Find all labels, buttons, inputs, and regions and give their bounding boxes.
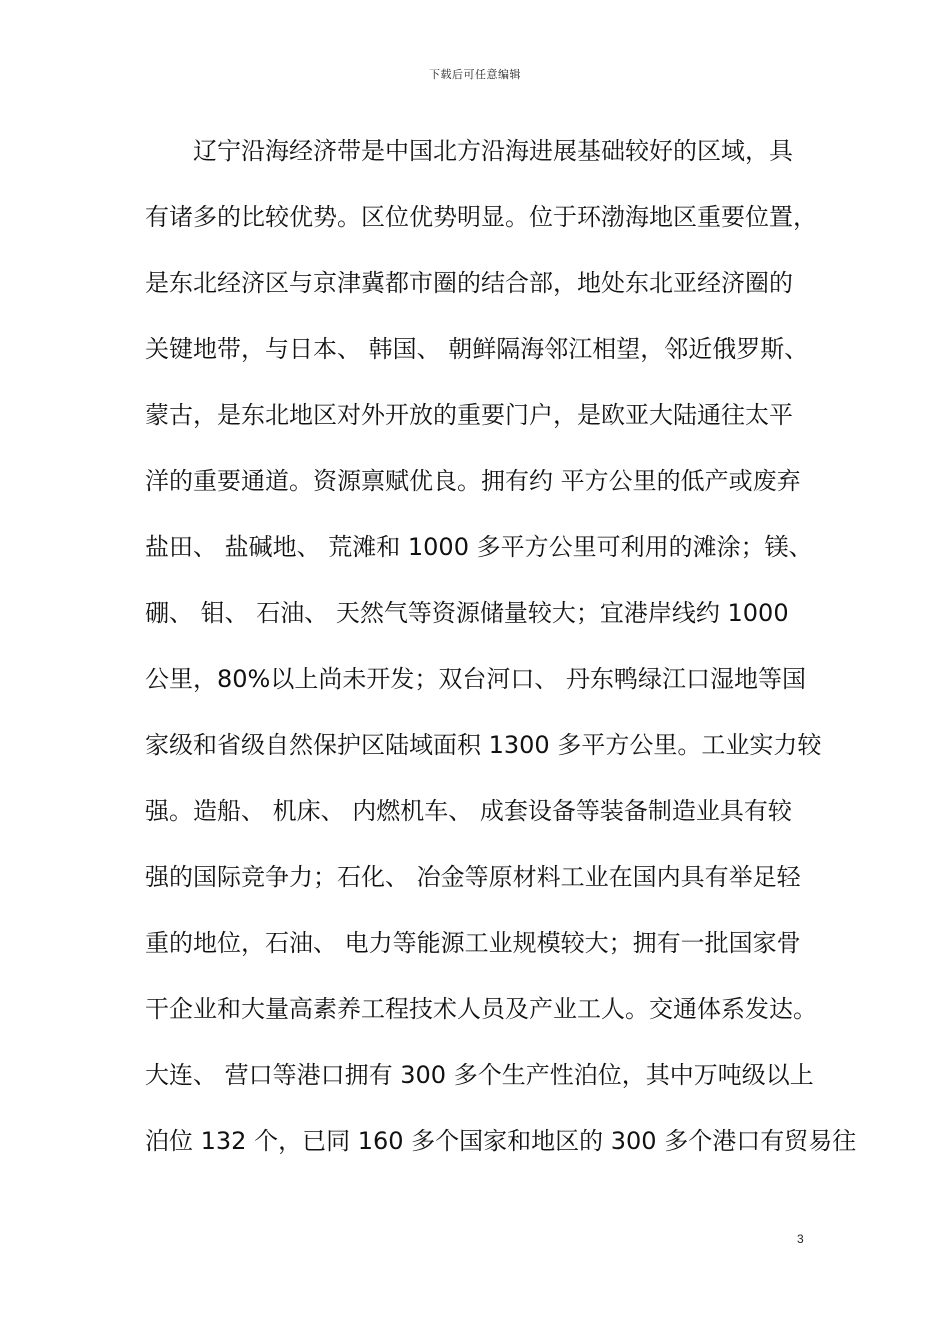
- text-line-4: 关键地带，与日本、 韩国、 朝鲜隔海邻江相望，邻近俄罗斯、: [145, 335, 809, 363]
- text-line-12: 强的国际竞争力；石化、 冶金等原材料工业在国内具有举足轻: [145, 863, 801, 891]
- text-line-7: 盐田、 盐碱地、 荒滩和 1000 多平方公里可利用的滩涂；镁、: [145, 533, 813, 561]
- text-line-3: 是东北经济区与京津冀都市圈的结合部，地处东北亚经济圈的: [145, 269, 793, 297]
- text-line-10: 家级和省级自然保护区陆域面积 1300 多平方公里。工业实力较: [145, 731, 822, 759]
- text-line-8: 硼、 钼、 石油、 天然气等资源储量较大；宜港岸线约 1000: [145, 599, 789, 627]
- text-line-14: 干企业和大量高素养工程技术人员及产业工人。交通体系发达。: [145, 995, 817, 1023]
- text-line-2: 有诸多的比较优势。区位优势明显。位于环渤海地区重要位置，: [145, 203, 817, 231]
- text-line-13: 重的地位，石油、 电力等能源工业规模较大；拥有一批国家骨: [145, 929, 801, 957]
- text-line-9: 公里，80%以上尚未开发；双台河口、 丹东鸭绿江口湿地等国: [145, 665, 806, 693]
- text-line-11: 强。造船、 机床、 内燃机车、 成套设备等装备制造业具有较: [145, 797, 792, 825]
- text-line-15: 大连、 营口等港口拥有 300 多个生产性泊位，其中万吨级以上: [145, 1061, 814, 1089]
- text-line-16: 泊位 132 个，已同 160 多个国家和地区的 300 多个港口有贸易往: [145, 1127, 857, 1155]
- page-header: 下载后可任意编辑: [429, 68, 521, 81]
- text-line-5: 蒙古，是东北地区对外开放的重要门户，是欧亚大陆通往太平: [145, 401, 793, 429]
- text-line-6: 洋的重要通道。资源禀赋优良。拥有约 平方公里的低产或废弃: [145, 467, 801, 495]
- page-number: 3: [797, 1232, 804, 1246]
- text-line-1: 辽宁沿海经济带是中国北方沿海进展基础较好的区域，具: [193, 137, 793, 165]
